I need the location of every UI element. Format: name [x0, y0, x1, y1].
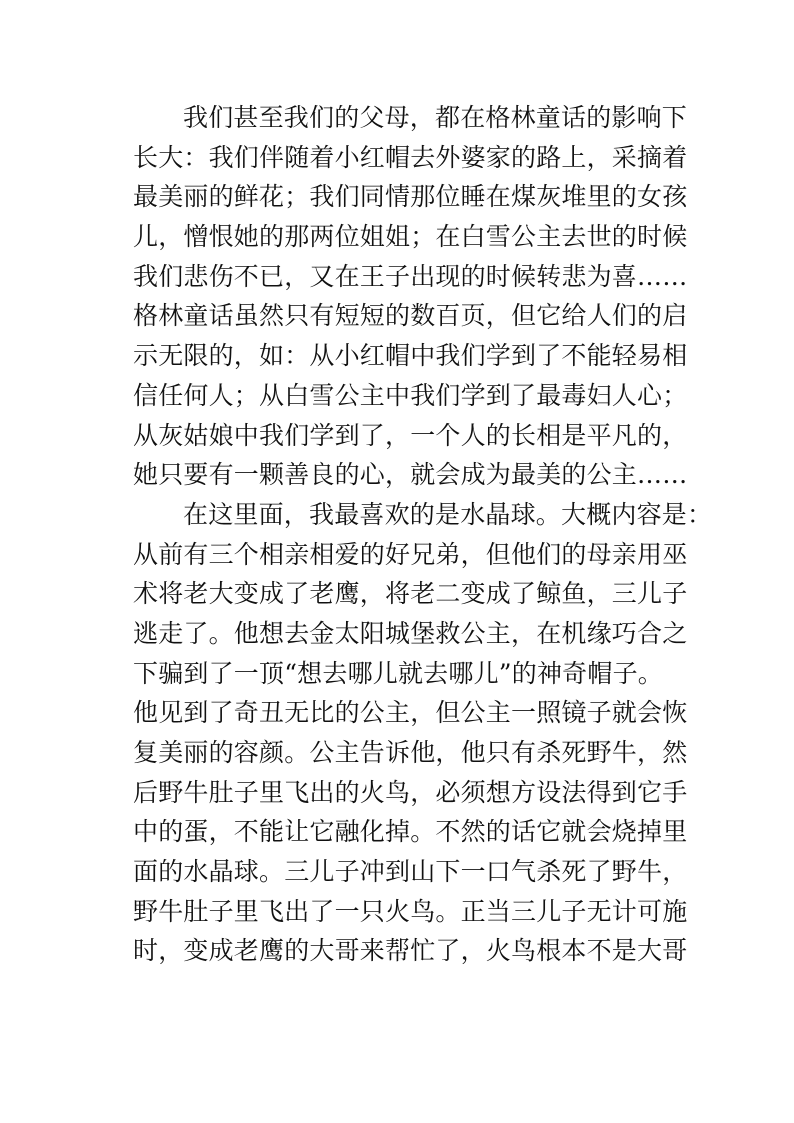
- document-text: [133, 98, 713, 971]
- text-line: 在这里面，我最喜欢的是水晶球。大概内容是：: [183, 499, 713, 529]
- text-line: 儿，憎恨她的那两位姐姐；在白雪公主去世的时候: [133, 222, 688, 252]
- paragraph-1: [133, 98, 688, 495]
- text-line: 示无限的，如：从小红帽中我们学到了不能轻易相: [133, 341, 688, 371]
- text-line: 从前有三个相亲相爱的好兄弟，但他们的母亲用巫: [133, 539, 688, 569]
- text-line: 最美丽的鲜花；我们同情那位睡在煤灰堆里的女孩: [133, 182, 688, 212]
- text-line: 术将老大变成了老鹰，将老二变成了鲸鱼，三儿子: [133, 579, 688, 609]
- text-line: 他见到了奇丑无比的公主，但公主一照镜子就会恢: [133, 698, 688, 728]
- text-line: 我们悲伤不已，又在王子出现的时候转悲为喜……: [133, 261, 688, 291]
- text-line: 我们甚至我们的父母，都在格林童话的影响下: [183, 103, 688, 132]
- text-line: 中的蛋，不能让它融化掉。不然的话它就会烧掉里: [133, 817, 688, 847]
- text-line: 信任何人；从白雪公主中我们学到了最毒妇人心；: [133, 380, 688, 410]
- text-line: 下骗到了一顶“想去哪儿就去哪儿”的神奇帽子。: [133, 658, 663, 688]
- text-line: 面的水晶球。三儿子冲到山下一口气杀死了野牛，: [133, 857, 688, 887]
- text-line: 复美丽的容颜。公主告诉他，他只有杀死野牛，然: [133, 738, 688, 767]
- text-line: 野牛肚子里飞出了一只火鸟。正当三儿子无计可施: [133, 896, 688, 926]
- text-line: 逃走了。他想去金太阳城堡救公主，在机缘巧合之: [133, 618, 688, 648]
- text-line: 长大：我们伴随着小红帽去外婆家的路上，采摘着: [133, 142, 688, 172]
- text-line: 从灰姑娘中我们学到了，一个人的长相是平凡的，: [133, 420, 688, 450]
- text-line: 时，变成老鹰的大哥来帮忙了，火鸟根本不是大哥: [133, 936, 688, 966]
- text-line: 格林童话虽然只有短短的数百页，但它给人们的启: [133, 301, 688, 331]
- text-line: 后野牛肚子里飞出的火鸟，必须想方设法得到它手: [133, 777, 688, 807]
- paragraph-2: [133, 495, 713, 971]
- text-line: 她只要有一颗善良的心，就会成为最美的公主……: [133, 460, 688, 490]
